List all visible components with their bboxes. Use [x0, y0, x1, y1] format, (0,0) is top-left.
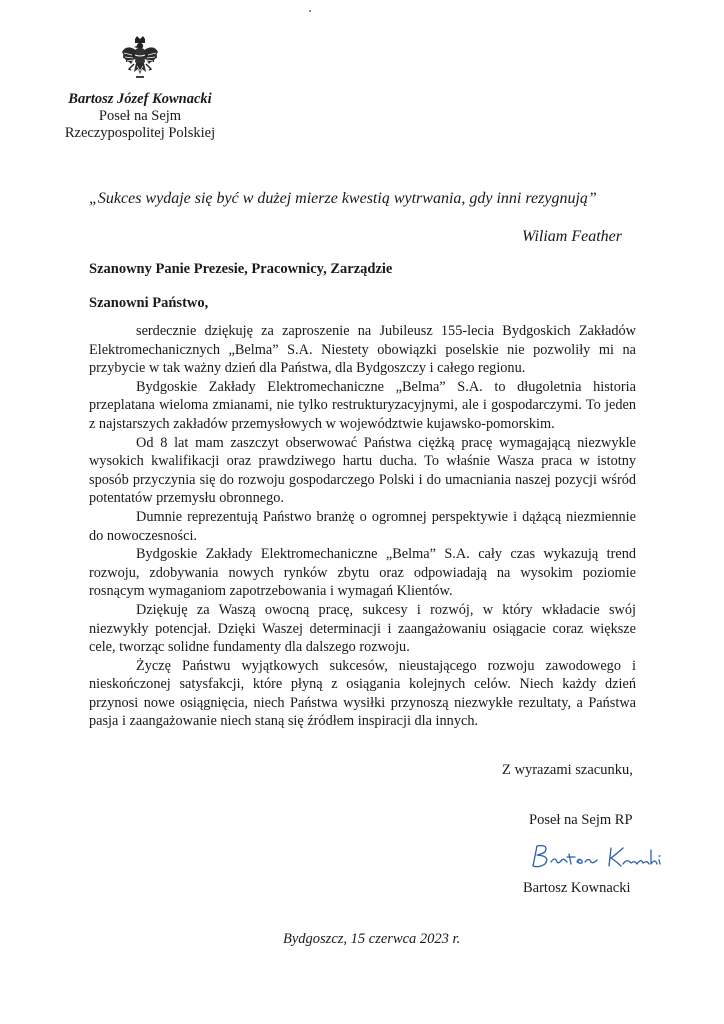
sender-institution: Rzeczypospolitej Polskiej — [64, 125, 216, 141]
motto-author: Wiliam Feather — [522, 228, 622, 245]
body-paragraph: Bydgoskie Zakłady Elektromechaniczne „Belma” S.A. cały czas wykazują trend rozwoju, zdobywania nowych rynków zbytu oraz odpowiadają na wysokim poziomie rosnącym wymaganiom zapotrzebowania i wymagań Klientów. — [89, 546, 636, 600]
place-and-date: Bydgoszcz, 15 czerwca 2023 r. — [283, 931, 461, 947]
salutation-primary: Szanowny Panie Prezesie, Pracownicy, Zarządzie — [89, 261, 393, 277]
signer-position: Poseł na Sejm RP — [529, 812, 633, 828]
scan-speck — [309, 10, 311, 12]
salutation-secondary: Szanowni Państwo, — [89, 295, 209, 311]
closing-regards: Z wyrazami szacunku, — [502, 762, 633, 778]
motto-quote: „Sukces wydaje się być w dużej mierze kwestią wytrwania, gdy inni rezygnują” — [89, 190, 597, 207]
body-paragraph: Bydgoskie Zakłady Elektromechaniczne „Belma” S.A. to długoletnia historia przeplatana wieloma zmianami, nie tylko restrukturyzacyjnymi, ale i gospodarczymi. To jeden z najstarszych zakładów przemysłowych w województwie kujawsko-pomorskim. — [89, 378, 636, 432]
body-paragraph: Życzę Państwu wyjątkowych sukcesów, nieustającego rozwoju zawodowego i nieskończonej satysfakcji, które płyną z osiągania kolejnych celów. Niech każdy dzień przynosi nowe osiągnięcia, niech Państwa wysiłki przynoszą niezwykłe rezultaty, a Państwa pasja i zaangażowanie niech staną się źródłem inspiracji dla innych. — [89, 657, 636, 730]
letterhead — [40, 36, 240, 142]
handwritten-signature-icon — [527, 840, 667, 872]
letter-body — [89, 322, 636, 731]
sender-name: Bartosz Józef Kownacki — [68, 91, 212, 107]
signer-name: Bartosz Kownacki — [523, 880, 631, 896]
body-paragraph: Dziękuję za Waszą owocną pracę, sukcesy i rozwój, w który wkładacie swój niezwykły potencjał. Dzięki Waszej determinacji i zaangażowaniu osiągacie coraz większe cele, tworząc solidne fundamenty dla dalszego rozwoju. — [89, 601, 636, 656]
polish-eagle-emblem-icon — [120, 36, 160, 82]
body-paragraph: serdecznie dziękuję za zaproszenie na Jubileusz 155-lecia Bydgoskich Zakładów Elektromechanicznych „Belma” S.A. Niestety obowiązki poselskie nie pozwoliły mi na przybycie w tak ważny dzień dla Państwa, dla Bydgoszczy i całego regionu. — [89, 323, 636, 377]
body-paragraph: Od 8 lat mam zaszczyt obserwować Państwa ciężką pracę wymagającą niezwykle wysokich kwalifikacji oraz prawdziwego hartu ducha. To właśnie Wasza praca w istotny sposób przyczynia się do rozwoju gospodarczego Polski i do umacniania naszej pozycji wśród potentatów przemysłu obronnego. — [89, 434, 636, 507]
sender-title: Poseł na Sejm — [98, 108, 182, 124]
body-paragraph: Dumnie reprezentują Państwo branżę o ogromnej perspektywie i dążącą niezmiennie do nowoczesności. — [89, 508, 636, 544]
